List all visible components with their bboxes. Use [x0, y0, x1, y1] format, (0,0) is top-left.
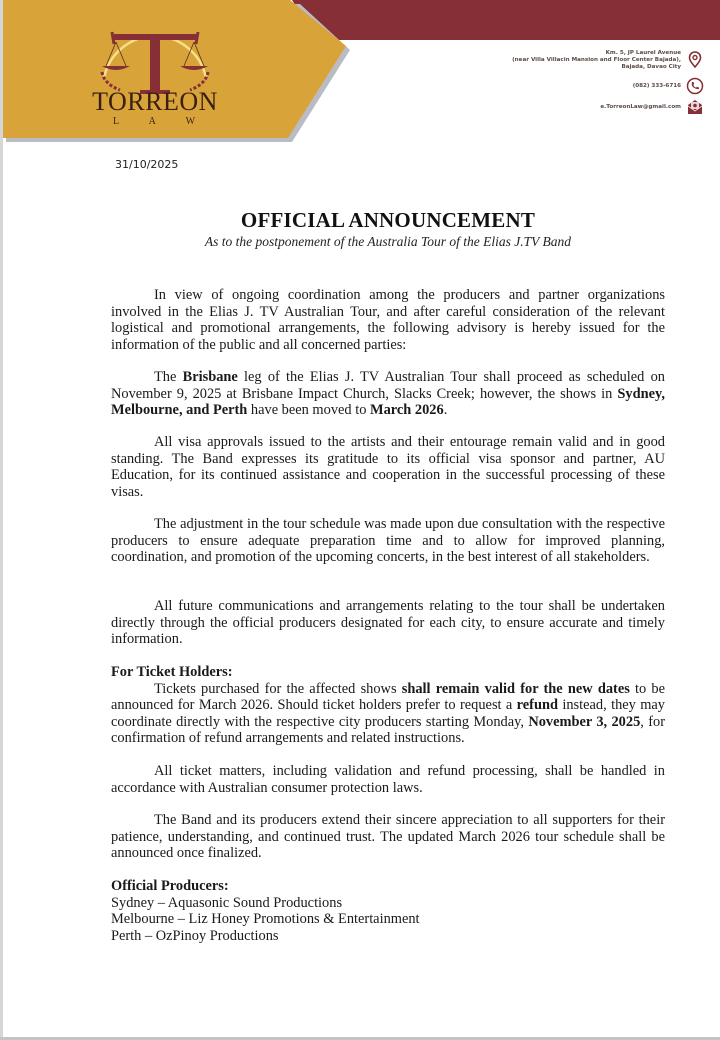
paragraph-visa [111, 434, 665, 500]
announcement-subtitle: As to the postponement of the Australia Tour of the Elias J.TV Band [204, 234, 572, 249]
document-date: 31/10/2025 [115, 158, 179, 171]
bold-refund: refund [516, 697, 558, 713]
address-line: Km. 5, JP Laurel Avenue [605, 49, 681, 56]
address-line: Bajada, Davao City [621, 63, 681, 70]
announcement-title: OFFICIAL ANNOUNCEMENT [240, 208, 536, 232]
address-line: (near Villa Villacin Mansion and Floor Center Bajada), [512, 56, 681, 63]
text-run: have been moved to [247, 402, 370, 418]
text-run: The [154, 369, 183, 385]
producer-item: Sydney – Aquasonic Sound Productions [111, 894, 343, 911]
firm-name: TORREON [92, 87, 218, 116]
paragraph-communications [111, 598, 665, 648]
paragraph-text: All visa approvals issued to the artists and their entourage remain valid and in good standing. The Band expresses its gratitude to its official visa sponsor and partner, AU Education, for its continued assistance and cooperation in the successful processing of these visas. [111, 434, 665, 500]
text-run: . [443, 402, 448, 418]
paragraph-text [111, 681, 665, 747]
bold-brisbane: Brisbane [182, 369, 238, 385]
producer-item: Melbourne – Liz Honey Promotions & Entertainment [111, 911, 420, 927]
text-run: Tickets purchased for the affected shows [154, 680, 402, 697]
paragraph-adjustment [111, 516, 665, 566]
paragraph-text [111, 369, 665, 419]
paragraph-schedule [111, 369, 665, 419]
maroon-band [292, 0, 720, 40]
bold-cities: Sydney, Melbourne, and Perth [111, 385, 665, 418]
page-edge [0, 0, 3, 1040]
producers-heading: Official Producers: [111, 878, 229, 894]
email-text: e.TorreonLaw@gmail.com [600, 103, 681, 110]
phone-icon [686, 77, 704, 95]
paragraph-text: In view of ongoing coordination among the producers and partner organizations involved in the Elias J. TV Australian Tour, and after careful consideration of the relevant logistical and promotional arrangements, the following advisory is hereby issued for the information of the public and all concerned parties: [111, 287, 665, 353]
phone-text: (082) 333-6716 [632, 82, 681, 89]
email-row [444, 98, 704, 116]
text-run: , for confirmation of refund arrangements and related instructions. [111, 713, 665, 746]
producer-item: Perth – OzPinoy Productions [111, 927, 279, 944]
paragraph-text: The Band and its producers extend their sincere appreciation to all supporters for their patience, understanding, and continued trust. The updated March 2026 tour schedule shall be announced once finalized. [111, 812, 665, 861]
paragraph-intro [111, 287, 665, 353]
address-row [444, 47, 704, 73]
address-text [512, 50, 681, 71]
producers-section [111, 878, 665, 944]
ticket-holders-section [111, 664, 665, 747]
text-run: to be announced for March 2026. Should ticket holders prefer to request a [111, 680, 666, 713]
paragraph-text: All future communications and arrangements relating to the tour shall be undertaken directly through the official producers designated for each city, to ensure accurate and timely information. [111, 598, 665, 647]
paragraph-appreciation [111, 812, 665, 862]
contact-block [444, 47, 704, 116]
mail-icon [686, 98, 704, 116]
paragraph-text: The adjustment in the tour schedule was made upon due consultation with the respective producers to ensure adequate preparation time and to allow for improved planning, coordination, and promotion of the upcoming concerts, in the best interest of all stakeholders. [111, 516, 665, 565]
phone-row [444, 77, 704, 95]
firm-subtitle: L A W [112, 116, 210, 127]
bold-valid-dates: shall remain valid for the new dates [401, 680, 630, 697]
text-run: instead, they may coordinate directly with the respective city producers starting Monday, [111, 697, 665, 730]
ticket-holders-heading: For Ticket Holders: [111, 664, 233, 680]
text-run: leg of the Elias J. TV Australian Tour shall proceed as scheduled on November 9, 2025 at Brisbane Impact Church, Slacks Creek; however, the shows in [111, 369, 665, 402]
paragraph-consumer-laws [111, 763, 665, 796]
bold-march-2026: March 2026 [370, 402, 444, 418]
paragraph-text: All ticket matters, including validation and refund processing, shall be handled in accordance with Australian consumer protection laws. [111, 763, 665, 796]
location-pin-icon [686, 51, 704, 69]
bold-refund-date: November 3, 2025 [528, 713, 641, 730]
